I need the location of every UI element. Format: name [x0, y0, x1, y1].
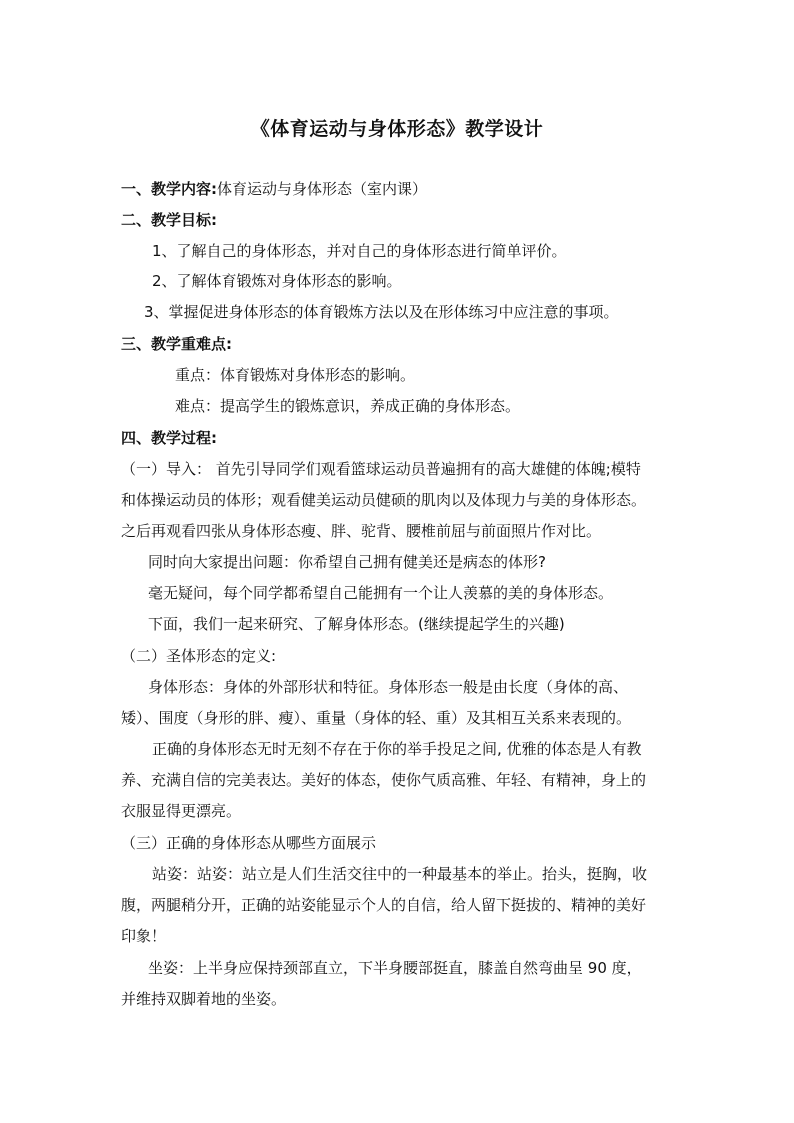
difficult-point: 难点：提高学生的锻炼意识，养成正确的身体形态。 [175, 397, 521, 415]
process-line: 同时向大家提出问题：你希望自己拥有健美还是病态的体形? [148, 553, 546, 571]
section-1-line [121, 178, 427, 200]
process-line: 之后再观看四张从身体形态瘦、胖、驼背、腰椎前屈与前面照片作对比。 [121, 522, 602, 540]
section-1-heading: 一、教学内容: [121, 180, 217, 198]
objective-item: 1、了解自己的身体形态，并对自己的身体形态进行简单评价。 [152, 242, 567, 260]
section-1-content: 体育运动与身体形态（室内课） [217, 180, 428, 198]
process-line: 下面，我们一起来研究、了解身体形态。(继续提起学生的兴趣) [148, 615, 565, 633]
objective-item: 2、了解体育锻炼对身体形态的影响。 [152, 272, 402, 290]
process-line: 和体操运动员的体形；观看健美运动员健硕的肌肉以及体现力与美的身体形态。 [121, 491, 647, 509]
process-line: 腹，两腿稍分开，正确的站姿能显示个人的自信，给人留下挺拔的、精神的美好 [121, 896, 647, 914]
process-line: 印象！ [121, 927, 167, 945]
key-point: 重点：体育锻炼对身体形态的影响。 [175, 366, 416, 384]
process-line: 衣服显得更漂亮。 [121, 802, 242, 820]
objective-item: 3、掌握促进身体形态的体育锻炼方法以及在形体练习中应注意的事项。 [144, 303, 619, 321]
process-line: 毫无疑问，每个同学都希望自己能拥有一个让人羡慕的美的身体形态。 [148, 584, 614, 602]
process-line: 身体形态：身体的外部形状和特征。身体形态一般是由长度（身体的高、 [148, 678, 629, 696]
section-2-heading: 二、教学目标: [121, 211, 217, 229]
process-line: 矮）、围度（身形的胖、瘦）、重量（身体的轻、重）及其相互关系来表现的。 [121, 709, 632, 727]
section-4-heading: 四、教学过程: [121, 429, 217, 447]
process-subheading: （三）正确的身体形态从哪些方面展示 [121, 834, 377, 852]
section-3-heading: 三、教学重难点: [121, 335, 232, 353]
process-line: 养、充满自信的完美表达。美好的体态，使你气质高雅、年轻、有精神，身上的 [121, 771, 647, 789]
document-title: 《体育运动与身体形态》教学设计 [250, 118, 544, 140]
process-line: 站姿：站姿：站立是人们生活交往中的一种最基本的举止。抬头，挺胸，收 [152, 865, 648, 883]
process-line: 坐姿：上半身应保持颈部直立，下半身腰部挺直，膝盖自然弯曲呈 90 度， [148, 959, 642, 977]
process-line: （一）导入： 首先引导同学们观看篮球运动员普遍拥有的高大雄健的体魄;模特 [121, 460, 641, 478]
process-subheading: （二）圣体形态的定义: [121, 647, 277, 665]
process-line: 正确的身体形态无时无刻不存在于你的举手投足之间, 优雅的体态是人有教 [152, 740, 642, 758]
process-line: 并维持双脚着地的坐姿。 [121, 990, 287, 1008]
